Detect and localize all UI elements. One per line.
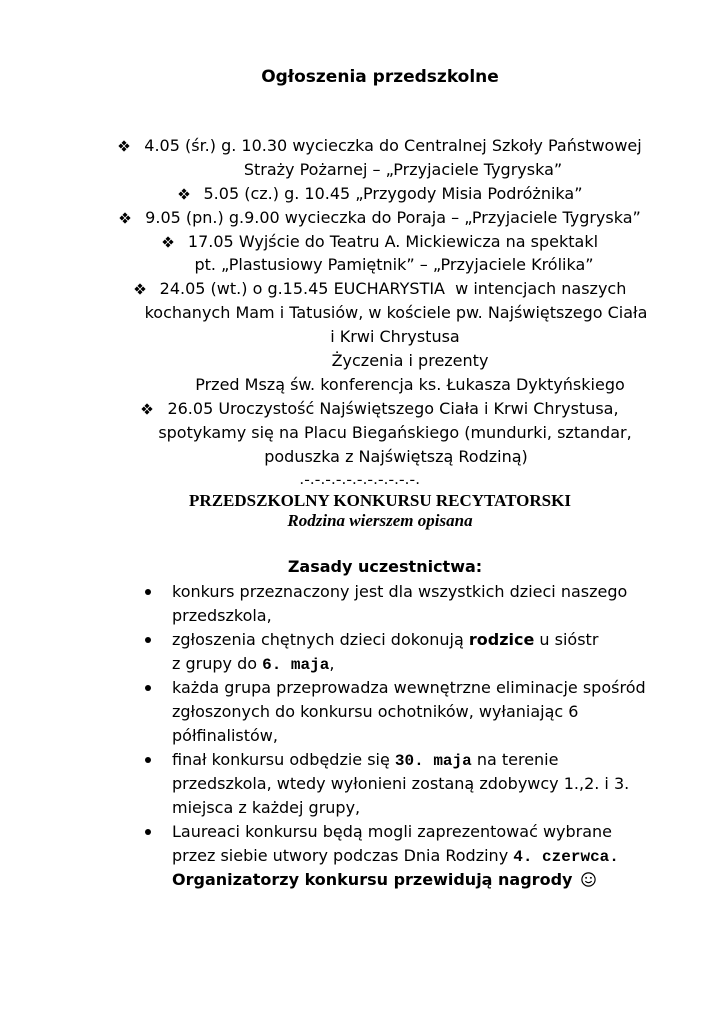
rule-emphasis: Organizatorzy konkursu przewidują nagrody: [172, 870, 573, 889]
rule-line: [172, 844, 710, 868]
announcement-continuation-line: Przed Mszą św. konferencja ks. Łukasza Dyktyńskiego: [195, 374, 625, 394]
rule-deadline: 30. maja: [394, 752, 472, 770]
rule-item: [140, 628, 710, 676]
diamond-bullet-icon: [178, 188, 190, 200]
rule-line: [172, 652, 710, 676]
rule-line: [172, 700, 710, 724]
rule-line: [172, 868, 710, 892]
rule-line: [172, 676, 710, 700]
rule-text: u sióstr: [534, 630, 599, 649]
announcement-first-line: [50, 206, 710, 230]
rule-text: Laureaci konkursu będą mogli zaprezentować wybrane: [172, 822, 613, 841]
contest-header: [50, 491, 710, 531]
rule-text: każda grupa przeprowadza wewnętrzne eliminacje spośród: [172, 678, 646, 697]
rule-text: na terenie: [471, 750, 559, 769]
diamond-bullet-icon: [118, 140, 130, 152]
announcement-first-line: [50, 230, 710, 254]
rule-text: finał konkursu odbędzie się: [172, 750, 395, 769]
announcement-text: 17.05 Wyjście do Teatru A. Mickiewicza na spektakl: [187, 231, 599, 251]
bullet-dot-icon: [145, 757, 151, 763]
rule-line: [172, 580, 710, 604]
announcement-first-line: [50, 182, 710, 206]
announcement-item: [50, 230, 710, 278]
smiley-icon: [581, 872, 596, 887]
announcements-list: [50, 134, 710, 468]
bullet-dot-icon: [145, 685, 151, 691]
rule-line: [172, 772, 710, 796]
announcement-text: 24.05 (wt.) o g.15.45 EUCHARYSTIA w intencjach naszych: [159, 279, 627, 299]
announcement-item: [50, 182, 710, 206]
rule-line: [172, 604, 710, 628]
bullet-dot-icon: [145, 829, 151, 835]
rule-text: z grupy do: [172, 654, 263, 673]
rule-text: przedszkola,: [172, 606, 272, 625]
page-title: Ogłoszenia przedszkolne: [261, 67, 499, 87]
rule-line: [172, 628, 710, 652]
announcement-text: 9.05 (pn.) g.9.00 wycieczka do Poraja – „Przyjaciele Tygryska”: [145, 207, 641, 227]
rules-heading: Zasady uczestnictwa:: [287, 557, 483, 576]
bullet-dot-icon: [145, 589, 151, 595]
rule-deadline: 6. maja: [262, 656, 330, 674]
rule-emphasis: rodzice: [468, 630, 535, 649]
rule-item: [140, 748, 710, 820]
diamond-bullet-icon: [134, 283, 146, 295]
rule-text: konkurs przeznaczony jest dla wszystkich dzieci naszego: [172, 582, 628, 601]
announcement-item: [50, 397, 710, 469]
contest-heading: PRZEDSZKOLNY KONKURSU RECYTATORSKI: [189, 491, 571, 510]
rule-item: [140, 580, 710, 628]
rule-text: zgłoszonych do konkursu ochotników, wyłaniając 6: [172, 702, 579, 721]
rule-item: [140, 676, 710, 748]
announcement-text: 26.05 Uroczystość Najświętszego Ciała i Krwi Chrystusa,: [167, 398, 619, 418]
announcement-item: [50, 206, 710, 230]
rules-list: [140, 580, 710, 892]
rule-text: zgłoszenia chętnych dzieci dokonują: [172, 630, 469, 649]
rule-line: [172, 748, 710, 772]
diamond-bullet-icon: [141, 403, 153, 415]
rule-line: [172, 796, 710, 820]
announcement-continuation-line: poduszka z Najświętszą Rodziną): [264, 446, 528, 466]
rule-text: miejsca z każdej grupy,: [172, 798, 361, 817]
rule-text: półfinalistów,: [172, 726, 278, 745]
section-separator: .-.-.-.-.-.-.-.-.-.-.-.: [299, 471, 421, 488]
announcement-item: [50, 134, 710, 182]
announcement-continuation-line: i Krwi Chrystusa: [330, 327, 460, 347]
announcement-first-line: [50, 397, 710, 421]
rule-text: przez siebie utwory podczas Dnia Rodziny: [172, 846, 514, 865]
announcement-first-line: [50, 277, 710, 301]
announcement-continuation-line: pt. „Plastusiowy Pamiętnik” – „Przyjaciele Królika”: [194, 255, 594, 275]
rule-text: ,: [329, 654, 335, 673]
announcement-text: 4.05 (śr.) g. 10.30 wycieczka do Centralnej Szkoły Państwowej: [144, 136, 642, 155]
rule-line: [172, 820, 710, 844]
rule-text: przedszkola, wtedy wyłonieni zostaną zdobywcy 1.,2. i 3.: [172, 774, 630, 793]
rule-deadline: 4. czerwca.: [513, 848, 619, 866]
announcement-item: [50, 277, 710, 396]
announcement-first-line: [50, 134, 710, 158]
announcement-continuation-line: kochanych Mam i Tatusiów, w kościele pw. Najświętszego Ciała: [144, 303, 648, 323]
diamond-bullet-icon: [162, 236, 174, 248]
rule-line: [172, 724, 710, 748]
diamond-bullet-icon: [119, 212, 131, 224]
announcement-continuation-line: Życzenia i prezenty: [331, 351, 489, 371]
announcement-text: 5.05 (cz.) g. 10.45 „Przygody Misia Podróżnika”: [203, 183, 583, 203]
announcement-continuation-line: Straży Pożarnej – „Przyjaciele Tygryska”: [243, 159, 563, 179]
rule-item: [140, 820, 710, 892]
bullet-dot-icon: [145, 637, 151, 643]
announcement-continuation-line: spotykamy się na Placu Biegańskiego (mundurki, sztandar,: [158, 422, 632, 442]
contest-subtitle: Rodzina wierszem opisana: [287, 511, 473, 530]
